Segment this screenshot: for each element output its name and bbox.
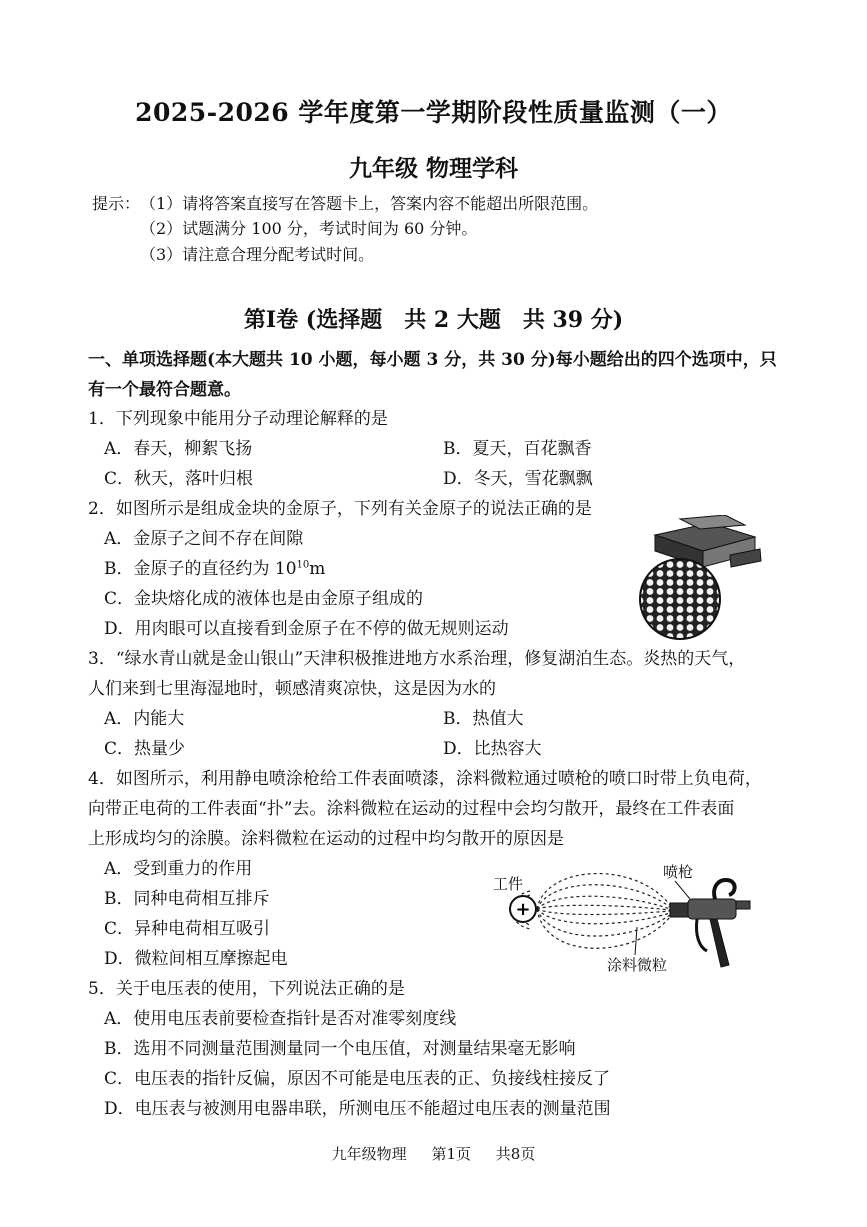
- q2-option-d: D．用肉眼可以直接看到金原子在不停的做无规则运动: [104, 619, 509, 639]
- q2-stem: 2．如图所示是组成金块的金原子，下列有关金原子的说法正确的是: [88, 499, 592, 519]
- gun-label: 喷枪: [663, 863, 694, 881]
- q5-option-c: C．电压表的指针反偏，原因不可能是电压表的正、负接线柱接反了: [104, 1069, 611, 1089]
- q1-option-b: B．夏天，百花飘香: [443, 439, 592, 459]
- q1-stem: 1．下列现象中能用分子动理论解释的是: [88, 409, 388, 429]
- tip-3: （3）请注意合理分配考试时间。: [140, 245, 375, 264]
- particles-label: 涂料微粒: [607, 956, 668, 974]
- q3-option-d: D．比热容大: [443, 739, 542, 759]
- q3-stem-1: 3．“绿水青山就是金山银山”天津积极推进地方水系治理，修复湖泊生态。炎热的天气，: [88, 649, 746, 669]
- section-intro-line2: 有一个最符合题意。: [88, 380, 241, 400]
- q4-option-d: D．微粒间相互摩擦起电: [104, 949, 288, 969]
- q2-option-b: B．金原子的直径约为 $10^{10}m$: [104, 559, 326, 579]
- tip-2: （2）试题满分 100 分，考试时间为 60 分钟。: [140, 219, 478, 238]
- q1-option-c: C．秋天，落叶归根: [104, 469, 254, 489]
- gold-atoms-figure: [635, 515, 765, 643]
- q1-option-d: D．冬天，雪花飘飘: [443, 469, 593, 489]
- section-intro-line1: 一、单项选择题(本大题共 10 小题，每小题 3 分，共 30 分)每小题给出的四个选项中，只: [88, 350, 777, 370]
- q4-stem-2: 向带正电荷的工件表面“扑”去。涂料微粒在运动的过程中会均匀散开，最终在工件表面: [88, 799, 735, 819]
- q5-option-b: B．选用不同测量范围测量同一个电压值，对测量结果毫无影响: [104, 1039, 576, 1059]
- spray-gun-figure: [485, 855, 770, 985]
- atom-lattice-magnifier: [640, 559, 720, 639]
- q4-stem-3: 上形成均匀的涂膜。涂料微粒在运动的过程中均匀散开的原因是: [88, 829, 564, 849]
- q4-option-b: B．同种电荷相互排斥: [104, 889, 270, 909]
- q2-option-a: A．金原子之间不存在间隙: [104, 529, 304, 549]
- workpiece-label: 工件: [493, 875, 524, 893]
- q5-option-a: A．使用电压表前要检查指针是否对准零刻度线: [104, 1009, 457, 1029]
- q2-option-c: C．金块熔化成的液体也是由金原子组成的: [104, 589, 424, 609]
- tip-1: （1）请将答案直接写在答题卡上，答案内容不能超出所限范围。: [140, 194, 599, 213]
- exam-title: 2025-2026 学年度第一学期阶段性质量监测（一）: [135, 98, 732, 127]
- exam-subtitle: 九年级 物理学科: [348, 155, 518, 182]
- footer-page: 第1页: [431, 1145, 471, 1163]
- page-footer: [0, 1143, 867, 1164]
- q3-option-c: C．热量少: [104, 739, 186, 759]
- spray-gun-icon: [670, 880, 750, 967]
- q3-stem-2: 人们来到七里海湿地时，顿感清爽凉快，这是因为水的: [88, 679, 496, 699]
- tips-lead: 提示：: [92, 194, 141, 213]
- section-title: 第Ⅰ卷 (选择题 共 2 大题 共 39 分): [243, 307, 624, 333]
- q4-stem-1: 4．如图所示，利用静电喷涂枪给工件表面喷漆，涂料微粒通过喷枪的喷口时带上负电荷，: [88, 769, 762, 789]
- plus-sign: +: [515, 899, 531, 920]
- q5-stem: 5．关于电压表的使用，下列说法正确的是: [88, 979, 405, 999]
- q3-option-a: A．内能大: [104, 709, 185, 729]
- footer-total: 共8页: [495, 1145, 536, 1163]
- q5-option-d: D．电压表与被测用电器串联，所测电压不能超过电压表的测量范围: [104, 1099, 611, 1119]
- q1-option-a: A．春天，柳絮飞扬: [104, 439, 253, 459]
- footer-subject: 九年级物理: [331, 1145, 407, 1163]
- q4-option-a: A．受到重力的作用: [104, 859, 253, 879]
- q4-option-c: C．异种电荷相互吸引: [104, 919, 271, 939]
- q3-option-b: B．热值大: [443, 709, 524, 729]
